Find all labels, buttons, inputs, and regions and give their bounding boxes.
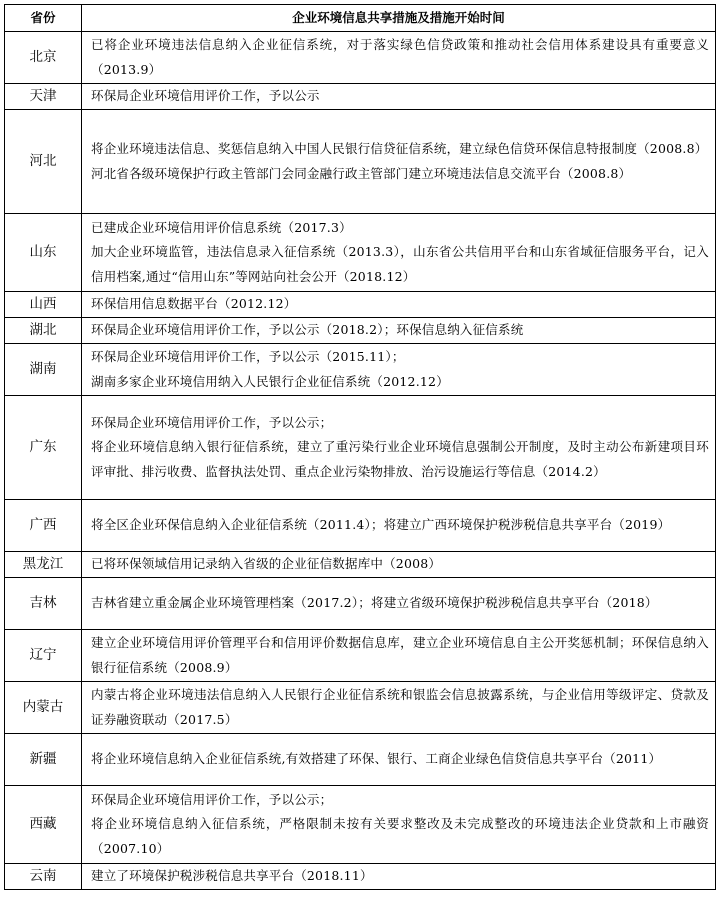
measures-cell [82, 552, 716, 578]
measure-text: 将企业环境信息纳入银行征信系统，建立了重污染行业企业环境信息强制公开制度，及时主动公布新建项目环评审批、排污收费、监督执法处罚、重点企业污染物排放、治污设施运行等信息（2014.2） [91, 439, 709, 479]
measures-cell [82, 32, 716, 84]
measure-text: 环保信用信息数据平台（2012.12） [91, 296, 297, 312]
measure-text: 将全区企业环保信息纳入企业征信系统（2011.4）；将建立广西环境保护税涉税信息共享平台（2019） [91, 517, 671, 533]
table-row [5, 344, 716, 396]
measure-text: 已将企业环境违法信息纳入企业征信系统，对于落实绿色信贷政策和推动社会信用体系建设具有重要意义（2013.9） [91, 37, 709, 77]
province-cell: 新疆 [5, 734, 82, 786]
province-cell: 吉林 [5, 578, 82, 630]
province-cell: 天津 [5, 84, 82, 110]
province-cell: 西藏 [5, 786, 82, 864]
measure-text: 已建成企业环境信用评价信息系统（2017.3） [91, 219, 352, 235]
table-row [5, 396, 716, 500]
province-cell: 湖南 [5, 344, 82, 396]
table-row [5, 786, 716, 864]
province-cell: 河北 [5, 110, 82, 214]
measures-cell [82, 292, 716, 318]
measures-cell [82, 396, 716, 500]
measures-cell [82, 682, 716, 734]
measure-text: 环保局企业环境信用评价工作，予以公示； [91, 791, 333, 807]
measure-text: 环保局企业环境信用评价工作，予以公示 [91, 88, 320, 104]
header-measures: 企业环境信息共享措施及措施开始时间 [82, 5, 716, 32]
measure-text: 加大企业环境监管，违法信息录入征信系统（2013.3），山东省公共信用平台和山东省域征信服务平台，记入信用档案,通过“信用山东”等网站向社会公开（2018.12） [91, 244, 709, 284]
measure-text: 吉林省建立重金属企业环境管理档案（2017.2）；将建立省级环境保护税涉税信息共享平台（2018） [91, 595, 658, 611]
table-row [5, 682, 716, 734]
province-cell: 云南 [5, 864, 82, 890]
province-cell: 湖北 [5, 318, 82, 344]
measure-text: 湖南多家企业环境信用纳入人民银行企业征信系统（2012.12） [91, 373, 449, 389]
measures-cell [82, 214, 716, 292]
measure-text: 已将环保领域信用记录纳入省级的企业征信数据库中（2008） [91, 556, 442, 572]
table-row [5, 110, 716, 214]
measures-cell [82, 786, 716, 864]
measure-text: 建立了环境保护税涉税信息共享平台（2018.11） [91, 868, 373, 884]
table-row [5, 630, 716, 682]
province-cell: 内蒙古 [5, 682, 82, 734]
measure-text: 河北省各级环境保护行政主管部门会同金融行政主管部门建立环境违法信息交流平台（2008.8） [91, 165, 632, 181]
measures-cell [82, 318, 716, 344]
table-row [5, 292, 716, 318]
table-body [5, 32, 716, 890]
measures-cell [82, 864, 716, 890]
province-cell: 黑龙江 [5, 552, 82, 578]
measures-cell [82, 500, 716, 552]
measure-text: 将企业环境信息纳入企业征信系统,有效搭建了环保、银行、工商企业绿色信贷信息共享平台（2011） [91, 751, 662, 767]
table-row [5, 318, 716, 344]
measure-text: 环保局企业环境信用评价工作，予以公示（2015.11）； [91, 349, 405, 364]
measures-cell [82, 84, 716, 110]
measures-cell [82, 110, 716, 214]
measure-text: 将企业环境信息纳入征信系统，严格限制未按有关要求整改及未完成整改的环境违法企业贷款和上市融资（2007.10） [91, 816, 709, 856]
province-cell: 山西 [5, 292, 82, 318]
table-row [5, 864, 716, 890]
measures-cell [82, 578, 716, 630]
header-province: 省份 [5, 5, 82, 32]
table-row [5, 734, 716, 786]
province-cell: 辽宁 [5, 630, 82, 682]
header-row [5, 5, 716, 32]
table-row [5, 84, 716, 110]
measure-text: 环保局企业环境信用评价工作，予以公示； [91, 414, 333, 430]
table-row [5, 214, 716, 292]
measure-text: 建立企业环境信用评价管理平台和信用评价数据信息库，建立企业环境信息自主公开奖惩机制；环保信息纳入银行征信系统（2008.9） [91, 635, 709, 675]
province-cell: 广西 [5, 500, 82, 552]
table-row [5, 500, 716, 552]
measures-cell [82, 630, 716, 682]
measure-text: 将企业环境违法信息、奖惩信息纳入中国人民银行信贷征信系统，建立绿色信贷环保信息特报制度（2008.8） [91, 141, 708, 156]
province-cell: 广东 [5, 396, 82, 500]
measures-cell [82, 344, 716, 396]
table-row [5, 578, 716, 630]
province-cell: 北京 [5, 32, 82, 84]
measure-text: 内蒙古将企业环境违法信息纳入人民银行企业征信系统和银监会信息披露系统，与企业信用等级评定、贷款及证券融资联动（2017.5） [91, 687, 709, 727]
province-cell: 山东 [5, 214, 82, 292]
measure-text: 环保局企业环境信用评价工作，予以公示（2018.2）；环保信息纳入征信系统 [91, 322, 524, 338]
measures-cell [82, 734, 716, 786]
table-row [5, 32, 716, 84]
measures-table [4, 4, 716, 890]
table-row [5, 552, 716, 578]
